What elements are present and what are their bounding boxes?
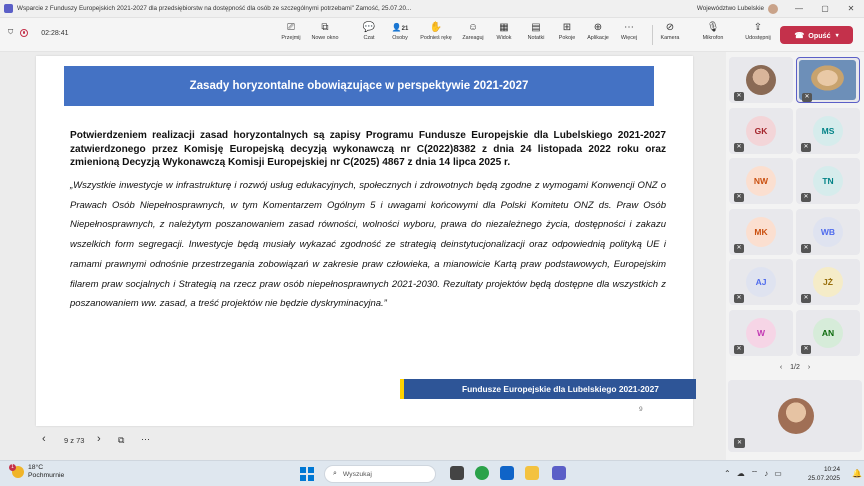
slide-footer-banner: Fundusze Europejskie dla Lubelskiego 2021-2027 (400, 379, 696, 399)
view-icon: ▦ (499, 22, 509, 33)
recording-icon (20, 29, 28, 37)
participants-pager (758, 364, 832, 371)
participant-avatar: AJ (746, 267, 776, 297)
leave-button[interactable]: ☎ Opuść ▾ (780, 26, 853, 44)
window-titlebar (0, 0, 864, 18)
wifi-icon[interactable]: ⌔ (750, 469, 759, 478)
muted-mic-icon: ✕ (734, 438, 745, 448)
minimize-button[interactable]: — (795, 4, 803, 13)
participant-tile[interactable] (796, 310, 860, 356)
muted-mic-icon: ✕ (801, 193, 811, 202)
search-icon: ⌕ (333, 470, 337, 477)
participant-tile[interactable] (796, 259, 860, 305)
system-tray (724, 469, 788, 479)
organization-name: Województwo Lubelskie (696, 5, 764, 12)
camera-button[interactable]: ⊘ Kamera (652, 21, 688, 41)
previous-slide-button[interactable]: ‹ (42, 433, 46, 445)
pager-next-button[interactable]: › (807, 364, 811, 371)
slide-quote-paragraph: „Wszystkie inwestycje w infrastrukturę i rozwój usług edukacyjnych, społecznych i zdrowotnych będą zgodne z wymogami Konwencji ONZ o Prawach Osób Niepełnosprawnych, w tym Komentarzem Ogólnym 5 i uwagami końcowymi dla Polski Komitetu ONZ ds. Praw Osób Niepełnosprawnych, z należytym poszanowaniem zasad równości, wolności wyboru, prawa do niezależnego życia, dostępności i zakazu wszelkich form segregacji. Inwestycje będą musiały wykazać zgodność ze strategią deinstytucjonalizacji oraz odpowiednią polityką UE i ramami prawnymi odnośnie przestrzegania zobowiązań w zakresie praw człowieka, a mianowicie Kartą praw podstawowych, Europejskim filarem praw socjalnych i Strategią na rzecz praw osób niepełnosprawnych 2021-2030. Rezultaty projektów będą dostępne dla wszystkich z poszanowaniem ww. zasad, a treść projektów nie będzie dyskryminacyjna.” (70, 180, 666, 310)
slide-navigation (0, 432, 726, 454)
slides-grid-icon[interactable]: ⧉ (118, 435, 125, 445)
people-count: 21 (401, 26, 409, 32)
cloud-icon[interactable]: ☁ (736, 469, 745, 478)
meeting-toolbar (0, 18, 864, 52)
participant-avatar: TN (813, 166, 843, 196)
participant-tile[interactable] (729, 57, 793, 103)
participant-tile-speaking[interactable] (796, 57, 860, 103)
clock-time: 10:24 (824, 466, 840, 473)
search-placeholder: Wyszukaj (342, 470, 372, 478)
people-icon: 👤21 (391, 23, 409, 32)
more-options-button[interactable]: ⋯ (141, 434, 150, 444)
participant-avatar: MK (746, 217, 776, 247)
speaker-icon[interactable]: ♪ (764, 469, 769, 478)
slide-bold-paragraph: Potwierdzeniem realizacji zasad horyzontalnych są zapisy Programu Fundusze Europejskie dla Lubelskiego 2021-2027 zatwierdzonego przez Komisję Europejską decyzją wykonawczą nr C(2022)8382 z dnia 24 listopada 2022 roku oraz zmienioną Decyzją Wykonawczą Komisji Europejskiej nr C(2025) 4867 z dnia 14 lipca 2025 r. (70, 130, 666, 168)
clock-date: 25.07.2025 (808, 475, 840, 482)
microphone-off-icon: 🎙 (706, 22, 720, 33)
participant-photo (746, 65, 776, 95)
weather-description: Pochmurnie (28, 472, 65, 479)
muted-mic-icon: ✕ (734, 193, 744, 202)
windows-taskbar (0, 460, 864, 486)
participant-avatar: W (746, 318, 776, 348)
chat-button[interactable]: 💬 Czat (351, 21, 387, 41)
participant-tile[interactable] (729, 108, 793, 154)
raise-hand-button[interactable]: ✋ Podnieś rękę (418, 21, 454, 41)
participant-tile[interactable] (796, 158, 860, 204)
muted-mic-icon: ✕ (734, 345, 744, 354)
participant-avatar: WB (813, 217, 843, 247)
muted-mic-icon: ✕ (801, 345, 811, 354)
muted-mic-icon: ✕ (734, 92, 744, 101)
take-control-button[interactable]: ⎚ Przejmij (273, 21, 309, 41)
next-slide-button[interactable]: › (97, 433, 101, 445)
file-explorer-icon[interactable] (525, 466, 539, 480)
slide-position: 9 z 73 (64, 436, 85, 445)
react-icon: ☺ (467, 22, 479, 33)
slide-page-number: 9 (639, 406, 643, 413)
notification-bell-icon[interactable]: 🔔 (852, 469, 862, 478)
muted-mic-icon: ✕ (734, 294, 744, 303)
presentation-slide (36, 56, 693, 426)
meeting-timer: 02:28:41 (41, 29, 69, 37)
battery-icon[interactable]: ▭ (774, 469, 782, 478)
muted-mic-icon: ✕ (734, 244, 744, 253)
muted-mic-icon: ✕ (801, 143, 811, 152)
outlook-icon[interactable] (500, 466, 514, 480)
microphone-button[interactable]: 🎙 Mikrofon (695, 21, 731, 41)
participant-tile[interactable] (796, 108, 860, 154)
participant-avatar: GK (746, 116, 776, 146)
muted-mic-icon: ✕ (801, 294, 811, 303)
more-button[interactable]: ⋯ Więcej (611, 21, 647, 41)
self-avatar (778, 398, 814, 434)
teams-app-icon (4, 4, 13, 13)
react-button[interactable]: ☺ Zareaguj (455, 21, 491, 41)
shared-content-area (0, 52, 726, 460)
apps-icon: ⊕ (593, 22, 603, 33)
participant-tile[interactable] (796, 209, 860, 255)
rooms-icon: ⊞ (562, 22, 572, 33)
participant-tile[interactable] (729, 209, 793, 255)
pager-indicator: 1/2 (790, 364, 800, 371)
chat-icon: 💬 (362, 22, 376, 33)
more-icon: ⋯ (624, 22, 634, 33)
user-avatar[interactable] (768, 4, 778, 14)
task-view-icon[interactable] (450, 466, 464, 480)
muted-mic-icon: ✕ (734, 143, 744, 152)
apps-button[interactable]: ⊕ Aplikacje (580, 21, 616, 41)
share-icon: ⇪ (753, 22, 763, 33)
notification-badge: 1 (9, 464, 16, 471)
window-title: Wsparcie z Funduszy Europejskich 2021-2027 dla przedsiębiorstw na dostępność dla osób ze szczególnymi potrzebami" Zamość, 25.07.20... (17, 5, 412, 12)
weather-widget[interactable] (12, 464, 64, 480)
participants-panel (726, 52, 864, 460)
phone-hangup-icon: ☎ (794, 30, 805, 40)
new-window-icon: ⧉ (321, 22, 329, 33)
muted-mic-icon: ✕ (801, 244, 811, 253)
weather-icon (12, 466, 24, 478)
rooms-button[interactable]: ⊞ Pokoje (549, 21, 585, 41)
share-button[interactable]: ⇪ Udostępnij (740, 21, 776, 41)
participant-tile[interactable] (729, 310, 793, 356)
self-video-tile[interactable] (728, 380, 862, 452)
participant-avatar: JŻ (813, 267, 843, 297)
camera-off-icon: ⊘ (665, 22, 675, 33)
close-window-button[interactable]: ✕ (847, 4, 855, 13)
taskbar-search[interactable] (324, 465, 436, 483)
participant-tile[interactable] (729, 259, 793, 305)
view-button[interactable]: ▦ Widok (486, 21, 522, 41)
participant-avatar: AN (813, 318, 843, 348)
notes-icon: ▤ (531, 22, 541, 33)
new-window-button[interactable]: ⧉ Nowe okno (307, 21, 343, 41)
participant-tile[interactable] (729, 158, 793, 204)
participant-avatar: MS (813, 116, 843, 146)
pager-prev-button[interactable]: ‹ (779, 364, 783, 371)
participant-avatar: NW (746, 166, 776, 196)
chevron-up-icon[interactable]: ⌃ (724, 469, 731, 478)
teams-taskbar-icon[interactable] (552, 466, 566, 480)
weather-temperature: 18°C (28, 464, 44, 471)
slide-header: Zasady horyzontalne obowiązujące w perspektywie 2021-2027 (64, 66, 654, 106)
take-control-icon: ⎚ (287, 22, 295, 33)
muted-mic-icon: ✕ (802, 93, 812, 102)
start-menu-icon[interactable] (300, 467, 314, 481)
edge-browser-icon[interactable] (475, 466, 489, 480)
shield-icon[interactable]: ⛉ (8, 29, 14, 36)
notes-button[interactable]: ▤ Notatki (518, 21, 554, 41)
chevron-down-icon: ▾ (835, 32, 839, 39)
taskbar-clock[interactable] (808, 465, 840, 483)
people-button[interactable]: 👤21 Osoby (382, 21, 418, 41)
raise-hand-icon: ✋ (429, 22, 443, 33)
maximize-button[interactable]: ▢ (821, 4, 829, 13)
